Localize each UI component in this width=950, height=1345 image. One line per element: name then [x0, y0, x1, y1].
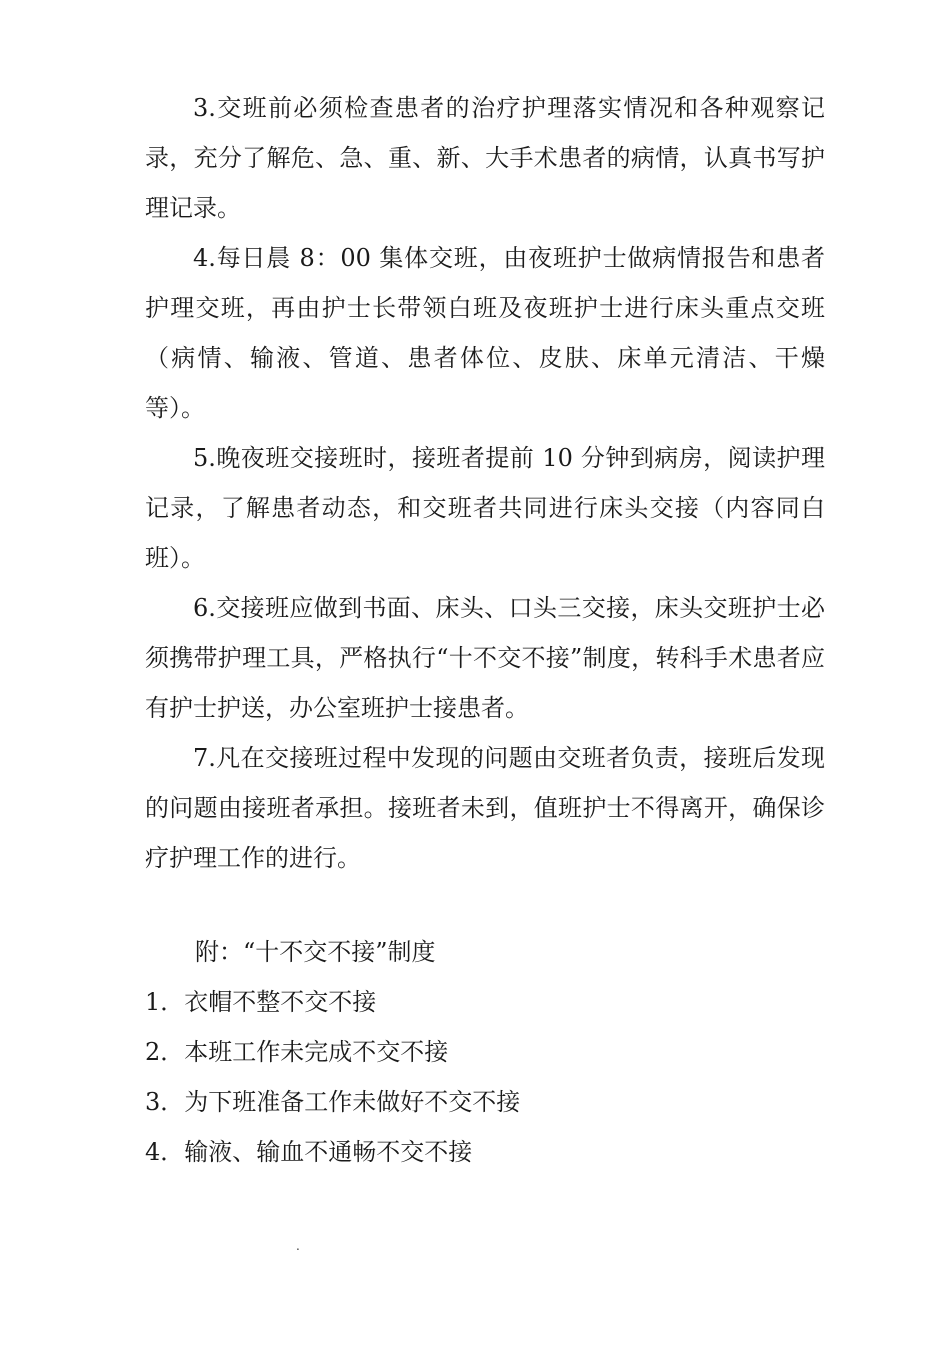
appendix-title: 附：“十不交不接”制度 — [195, 938, 436, 966]
paragraph-7: 7.凡在交接班过程中发现的问题由交班者负责，接班后发现的问题由接班者承担。接班者未到，值班护士不得离开，确保诊疗护理工作的进行。 — [145, 744, 825, 872]
paragraph-4: 4.每日晨 8：00 集体交班，由夜班护士做病情报告和患者护理交班，再由护士长带领白班及夜班护士进行床头重点交班（病情、输液、管道、患者体位、皮肤、床单元清洁、干燥等）。 — [145, 244, 825, 422]
appendix-item: 2．本班工作未完成不交不接 — [145, 1038, 449, 1066]
paragraph-5: 5.晚夜班交接班时，接班者提前 10 分钟到病房，阅读护理记录，了解患者动态，和交班者共同进行床头交接（内容同白班）。 — [145, 444, 825, 572]
paragraph-6: 6.交接班应做到书面、床头、口头三交接，床头交班护士必须携带护理工具，严格执行“十不交不接”制度，转科手术患者应有护士护送，办公室班护士接患者。 — [145, 594, 825, 722]
appendix-item: 3．为下班准备工作未做好不交不接 — [145, 1088, 521, 1116]
paragraph-3: 3.交班前必须检查患者的治疗护理落实情况和各种观察记录，充分了解危、急、重、新、大手术患者的病情，认真书写护理记录。 — [145, 94, 825, 222]
appendix-item: 1．衣帽不整不交不接 — [145, 988, 377, 1016]
footer-mark: . — [296, 1239, 300, 1253]
appendix-item: 4．输液、输血不通畅不交不接 — [145, 1138, 473, 1166]
appendix-list — [145, 977, 520, 1177]
